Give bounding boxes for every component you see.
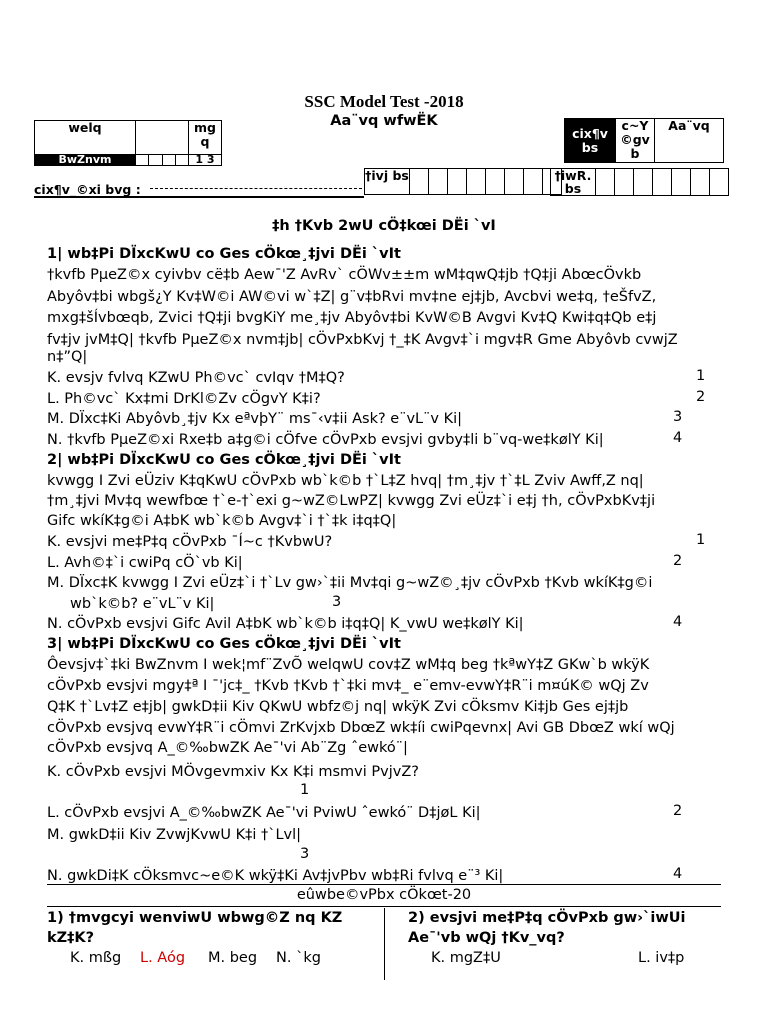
mark: 1 (696, 368, 706, 384)
question-1-text: n‡”Q| (47, 349, 88, 365)
question-3-text: Ôevsjv‡`‡ki BwZnvm I wek¦mf¨ZvÕ welqwU cov‡Z wM‡q beg †kªwY‡Z GKw`b wkÿK (47, 657, 650, 673)
section-instruction: ‡h †Kvb 2wU cÖ‡kœi DËi `vI (272, 218, 496, 234)
registration-number-box (550, 168, 729, 196)
question-2-part-k: K. evsjvi me‡P‡q cÖvPxb ¯Í~c †KvbwU? (47, 534, 333, 550)
exam-no-label: cix¶v bs (565, 119, 616, 163)
question-2-part-l: L. Avh©‡`i cwiPq cÖ`vb Ki| (47, 555, 243, 571)
exam-info-box (564, 118, 724, 163)
question-2-part-m: M. DÏxc‡K kvwgg I Zvi eÜz‡`i †`Lv gw›`‡ii Mv‡qi g~wZ©¸‡jv cÖvPxb †Kvb wkíK‡g©i (47, 575, 653, 591)
question-1-part-m: M. DÏxc‡Ki Abyôvb¸‡jv Kx eªvþY¨ ms¯‹v‡ii Ask? e¨vL¨v Ki| (47, 411, 462, 427)
question-1-part-l: L. Ph©vc` Kx‡mi DrKl©Zv cÖgvY K‡i? (47, 391, 321, 407)
mark: 2 (673, 553, 683, 569)
column-divider (384, 908, 385, 980)
mcq-1-option-n: N. `kg (276, 950, 321, 966)
section-divider (47, 884, 721, 885)
mcq-title: eûwbe©vPbx cÖkœt-20 (296, 887, 472, 903)
mark: 2 (696, 389, 706, 405)
question-3-heading: 3| wb‡Pi DÏxcKwU co Ges cÖkœ¸‡jvi DËi `vIt (47, 636, 401, 652)
question-1-heading: 1| wb‡Pi DÏxcKwU co Ges cÖkœ¸‡jvi DËi `vIt (47, 246, 401, 262)
question-3-text: cÖvPxb evsjvi mgy‡ª I ¯'jc‡_ †Kvb †Kvb †`‡ki mv‡_ e¨emv-evwY‡R¨i m¤úK© wQj Zv (47, 678, 649, 694)
question-3-part-k: K. cÖvPxb evsjvi MÖvgevmxiv Kx K‡i msmvi PvjvZ? (47, 764, 419, 780)
mcq-question-2: 2) evsjvi me‡P‡q cÖvPxb gw›`iwUi Ae¯'vb wQj †Kv_vq? (408, 910, 686, 946)
page-title: SSC Model Test -2018 (304, 92, 464, 111)
question-1-part-k: K. evsjv fvlvq KZwU Ph©vc` cvIqv †M‡Q? (47, 370, 345, 386)
question-3-text: Q‡K †`Lv‡Z e‡jb| gwkD‡ii Kiv QKwU wbfz©j nq| wkÿK Zvi cÖksmv Ki‡jb Ges ej‡jb (47, 699, 629, 715)
question-3-text: cÖvPxb evsjvq evwY‡R¨i cÖmvi ZrKvjxb DbœZ wk‡íi cwiPqevnx| Avi GB DbœZ wkí wQj (47, 720, 675, 736)
mcq-1-option-l-correct: L. Aóg (140, 950, 186, 966)
question-1-text: mxg‡šÍvbœqb, Zvici †Q‡ji bvgKiY me¸‡jv Abyôv‡bi KvW©B Avgvi Kv‡Q Kwi‡q‡Qb e‡j (47, 310, 657, 326)
mark: 1 (696, 532, 706, 548)
question-2-heading: 2| wb‡Pi DÏxcKwU co Ges cÖkœ¸‡jvi DËi `vIt (47, 452, 401, 468)
question-2-part-n: N. cÖvPxb evsjvi Gifc Avil A‡bK wb`k©b i‡q‡Q| K_vwU we‡kølY Ki| (47, 616, 524, 632)
question-2-part-m-cont: wb`k©b? e¨vL¨v Ki| (70, 596, 215, 612)
code-label: mg q (189, 121, 222, 155)
mark: 3 (332, 594, 342, 610)
question-1-text: Abyôv‡bi wbgš¿Y Kv‡W©i AW©vi w`‡Z| g¨v‡bRvi mv‡ne ej‡jb, Avcbvi we‡q, †eŠfvZ, (47, 289, 657, 305)
mark: 2 (673, 803, 683, 819)
question-2-text: Gifc wkíK‡g©i A‡bK wb`k©b Avgv‡`i †`‡k i‡q‡Q| (47, 513, 397, 529)
page-subtitle: Aa¨vq wfwËK (330, 113, 438, 129)
student-name-line (150, 188, 362, 189)
roll-number-box (364, 168, 562, 195)
chapter-label: Aa¨vq (655, 119, 724, 163)
section-divider (47, 906, 721, 907)
mcq-2-option-l: L. iv‡p (638, 950, 685, 966)
question-3-part-l: L. cÖvPxb evsjvi A_©‰bwZK Ae¯'vi PviwU ˆewkó¨ D‡jøL Ki| (47, 805, 481, 821)
roll-label: †ivj bs (365, 169, 410, 195)
subject-label: welq (35, 121, 136, 155)
question-2-text: †m¸‡jvi Mv‡q wewfbœ †`e-†`exi g~wZ©LwPZ| kvwgg Zvi eÜz‡`i e‡j †h, cÖvPxbKv‡ji (47, 493, 656, 509)
mark: 4 (673, 430, 683, 446)
mcq-2-option-k: K. mgZ‡U (431, 950, 501, 966)
question-3-part-n: N. gwkDi‡K cÖksmvc~e©K wkÿ‡Ki Av‡jvPbv wb‡Ri fvlvq e¨³ Ki| (47, 868, 504, 884)
question-3-part-m: M. gwkD‡ii Kiv ZvwjKvwU K‡i †`Lvl| (47, 827, 302, 843)
mark: 4 (673, 614, 683, 630)
question-1-part-n: N. †kvfb PµeZ©xi Rxe‡b a‡g©i cÖfve cÖvPxb evsjvi gvby‡li b¨vq-we‡kølY Ki| (47, 432, 604, 448)
mark: 4 (673, 866, 683, 882)
full-marks-label: c~Y ©gv b (616, 119, 655, 163)
mcq-1-option-m: M. beg (208, 950, 258, 966)
mark: 3 (673, 409, 683, 425)
question-3-text: cÖvPxb evsjvq A_©‰bwZK Ae¯'vi Ab¨Zg ˆewkó¨| (47, 740, 408, 756)
mark: 3 (300, 846, 310, 862)
name-underline (34, 196, 364, 198)
mcq-1-option-k: K. mßg (70, 950, 122, 966)
mark: 1 (300, 782, 310, 798)
code-value: 1 3 (189, 155, 222, 166)
question-2-text: kvwgg I Zvi eÜziv K‡qKwU cÖvPxb wb`k©b †`L‡Z hvq| †m¸‡jv †`‡L Zviv Awff‚Z nq| (47, 473, 644, 489)
history-label: BwZnvm (35, 155, 136, 166)
student-name-label: cix¶v_©xi bvg : (34, 182, 141, 197)
code-boxes (136, 155, 189, 166)
mcq-question-1: 1) †mvgcyi wenviwU wbwg©Z nq KZ kZ‡K? (47, 910, 343, 946)
question-1-text: fv‡jv jvM‡Q| †kvfb PµeZ©x nvm‡jb| cÖvPxbKvj †_‡K Avgv‡`i mgv‡R Gme Abyôvb cvwjZ (47, 332, 678, 348)
subject-info-box (34, 120, 222, 166)
question-1-text: †kvfb PµeZ©x cyivbv cë‡b Aew¯'Z AvRv` cÖWv±±m wM‡qwQ‡jb †Q‡ji AbœcÖvkb (47, 267, 642, 283)
subject-value-cell (136, 121, 189, 155)
registration-label: †iwR. bs (551, 169, 596, 196)
